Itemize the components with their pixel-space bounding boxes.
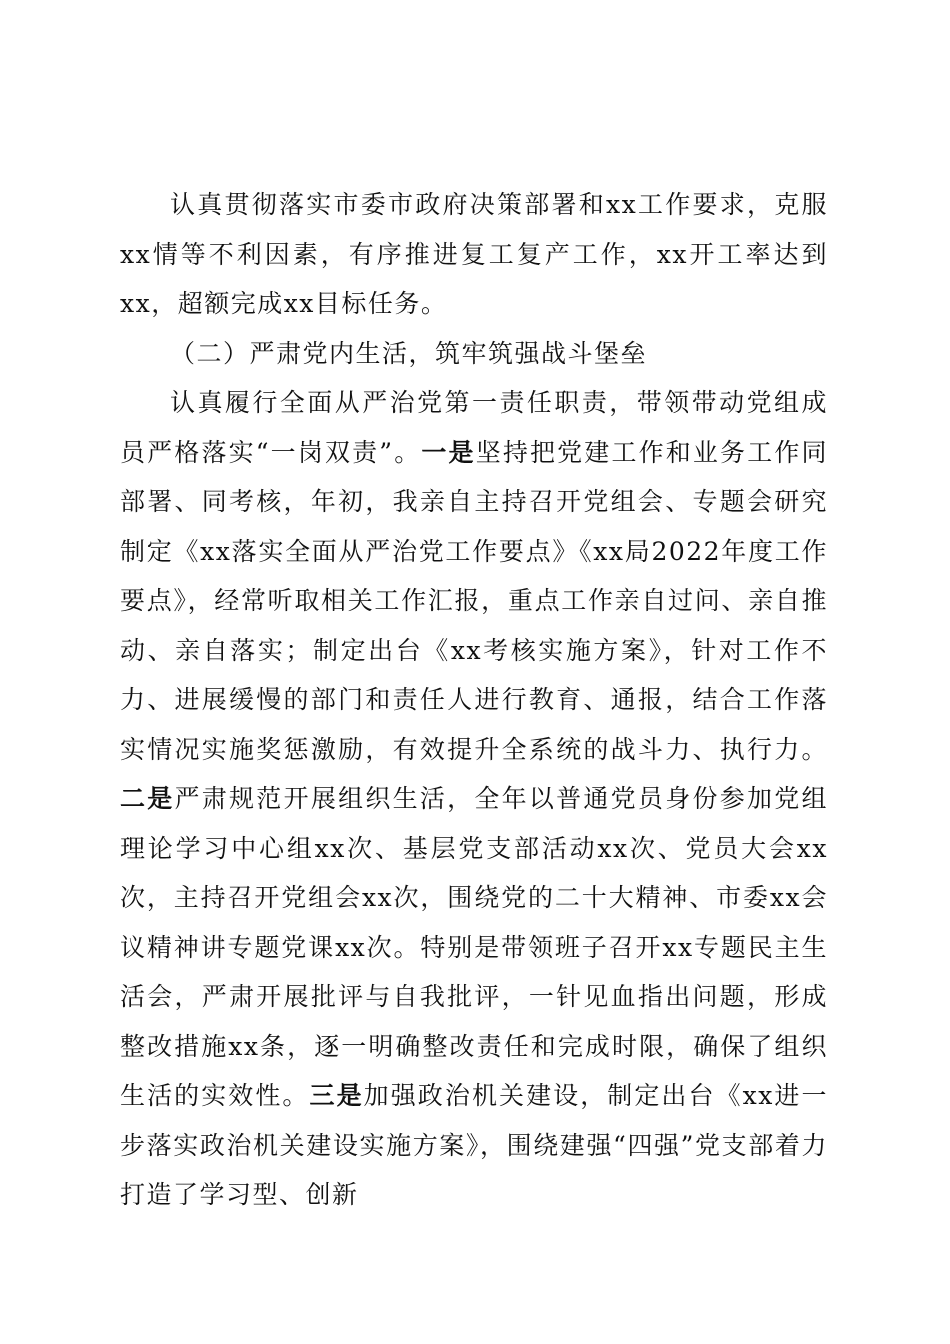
point-1-text: 坚持把党建工作和业务工作同部署、同考核，年初，我亲自主持召开党组会、专题会研究制定《xx落实全面从严治党工作要点》《xx局2022年度工作要点》，经常听取相关工作汇报，重点工作亲自过问、亲自推动、亲自落实；制定出台《xx考核实施方案》，针对工作不力、进展缓慢的部门和责任人进行教育、通报，结合工作落实情况实施奖惩激励，有效提升全系统的战斗力、执行力。 bbox=[120, 437, 828, 764]
paragraph-work-requirements bbox=[120, 180, 828, 329]
section-heading-text: （二）严肃党内生活，筑牢筑强战斗堡垒 bbox=[170, 338, 648, 368]
paragraph-party-life bbox=[120, 378, 828, 1220]
point-2-label: 二是 bbox=[120, 784, 175, 813]
point-1-label: 一是 bbox=[421, 437, 476, 467]
point-3-label: 三是 bbox=[309, 1081, 364, 1110]
paragraph-intro: 认真履行全面从严治党第一责任职责，带领带动党组成员严格落实“一岗双责”。 bbox=[120, 388, 828, 467]
point-3-text: 加强政治机关建设，制定出台《xx进一步落实政治机关建设实施方案》，围绕建强“四强”党支部着力打造了学习型、创新 bbox=[120, 1081, 828, 1209]
section-heading bbox=[120, 329, 828, 379]
paragraph-text: 认真贯彻落实市委市政府决策部署和xx工作要求，克服xx情等不利因素，有序推进复工复产工作，xx开工率达到xx，超额完成xx目标任务。 bbox=[120, 190, 828, 318]
document-body bbox=[120, 180, 828, 1220]
point-2-text: 严肃规范开展组织生活，全年以普通党员身份参加党组理论学习中心组xx次、基层党支部活动xx次、党员大会xx次，主持召开党组会xx次，围绕党的二十大精神、市委xx会议精神讲专题党课xx次。特别是带领班子召开xx专题民主生活会，严肃开展批评与自我批评，一针见血指出问题，形成整改措施xx条，逐一明确整改责任和完成时限，确保了组织生活的实效性。 bbox=[120, 784, 828, 1110]
